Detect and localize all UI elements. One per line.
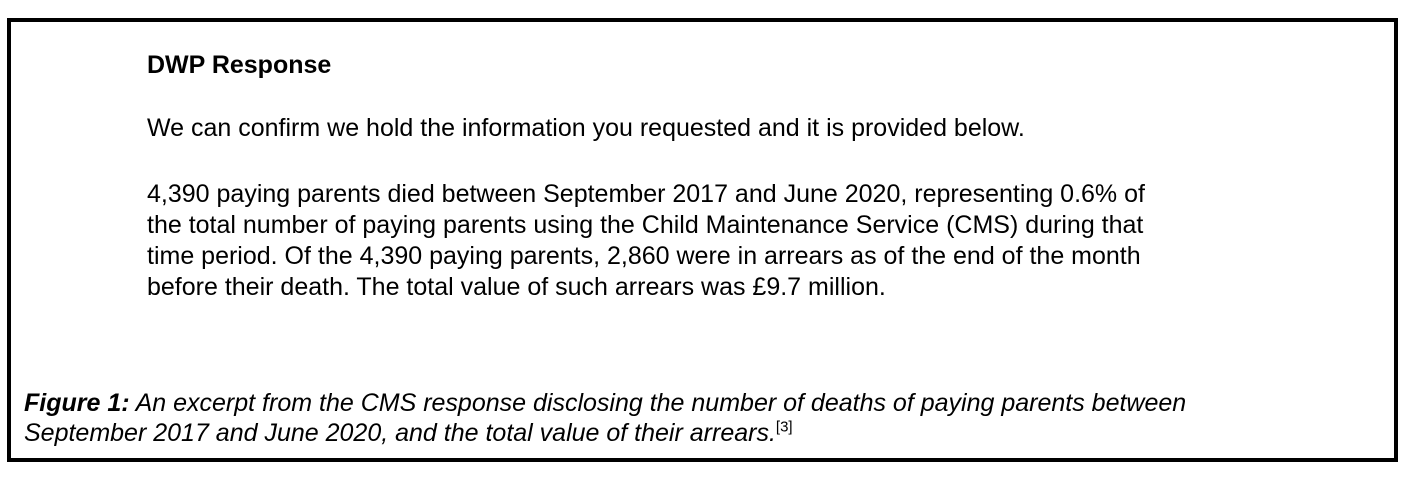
dwp-response-excerpt [147, 50, 1327, 303]
figure-frame [7, 18, 1398, 462]
caption-text-line-2: September 2017 and June 2020, and the total value of their arrears. [24, 419, 776, 447]
figure-caption [24, 388, 1394, 448]
caption-label: Figure 1: [24, 389, 130, 417]
excerpt-paragraph-1: We can confirm we hold the information you requested and it is provided below. [147, 114, 1025, 142]
excerpt-paragraph-2-line-1: 4,390 paying parents died between September 2017 and June 2020, representing 0.6% of [147, 180, 1145, 208]
caption-reference[interactable]: [3] [775, 418, 793, 436]
excerpt-paragraph-2-line-4: before their death. The total value of such arrears was £9.7 million. [147, 273, 886, 301]
excerpt-heading: DWP Response [147, 51, 332, 79]
excerpt-paragraph-2 [147, 179, 1327, 303]
caption-text-line-1: An excerpt from the CMS response disclosing the number of deaths of paying parents between [129, 389, 1187, 417]
excerpt-paragraph-2-line-2: the total number of paying parents using the Child Maintenance Service (CMS) during that [147, 211, 1144, 239]
excerpt-paragraph-2-line-3: time period. Of the 4,390 paying parents, 2,860 were in arrears as of the end of the month [147, 242, 1141, 270]
